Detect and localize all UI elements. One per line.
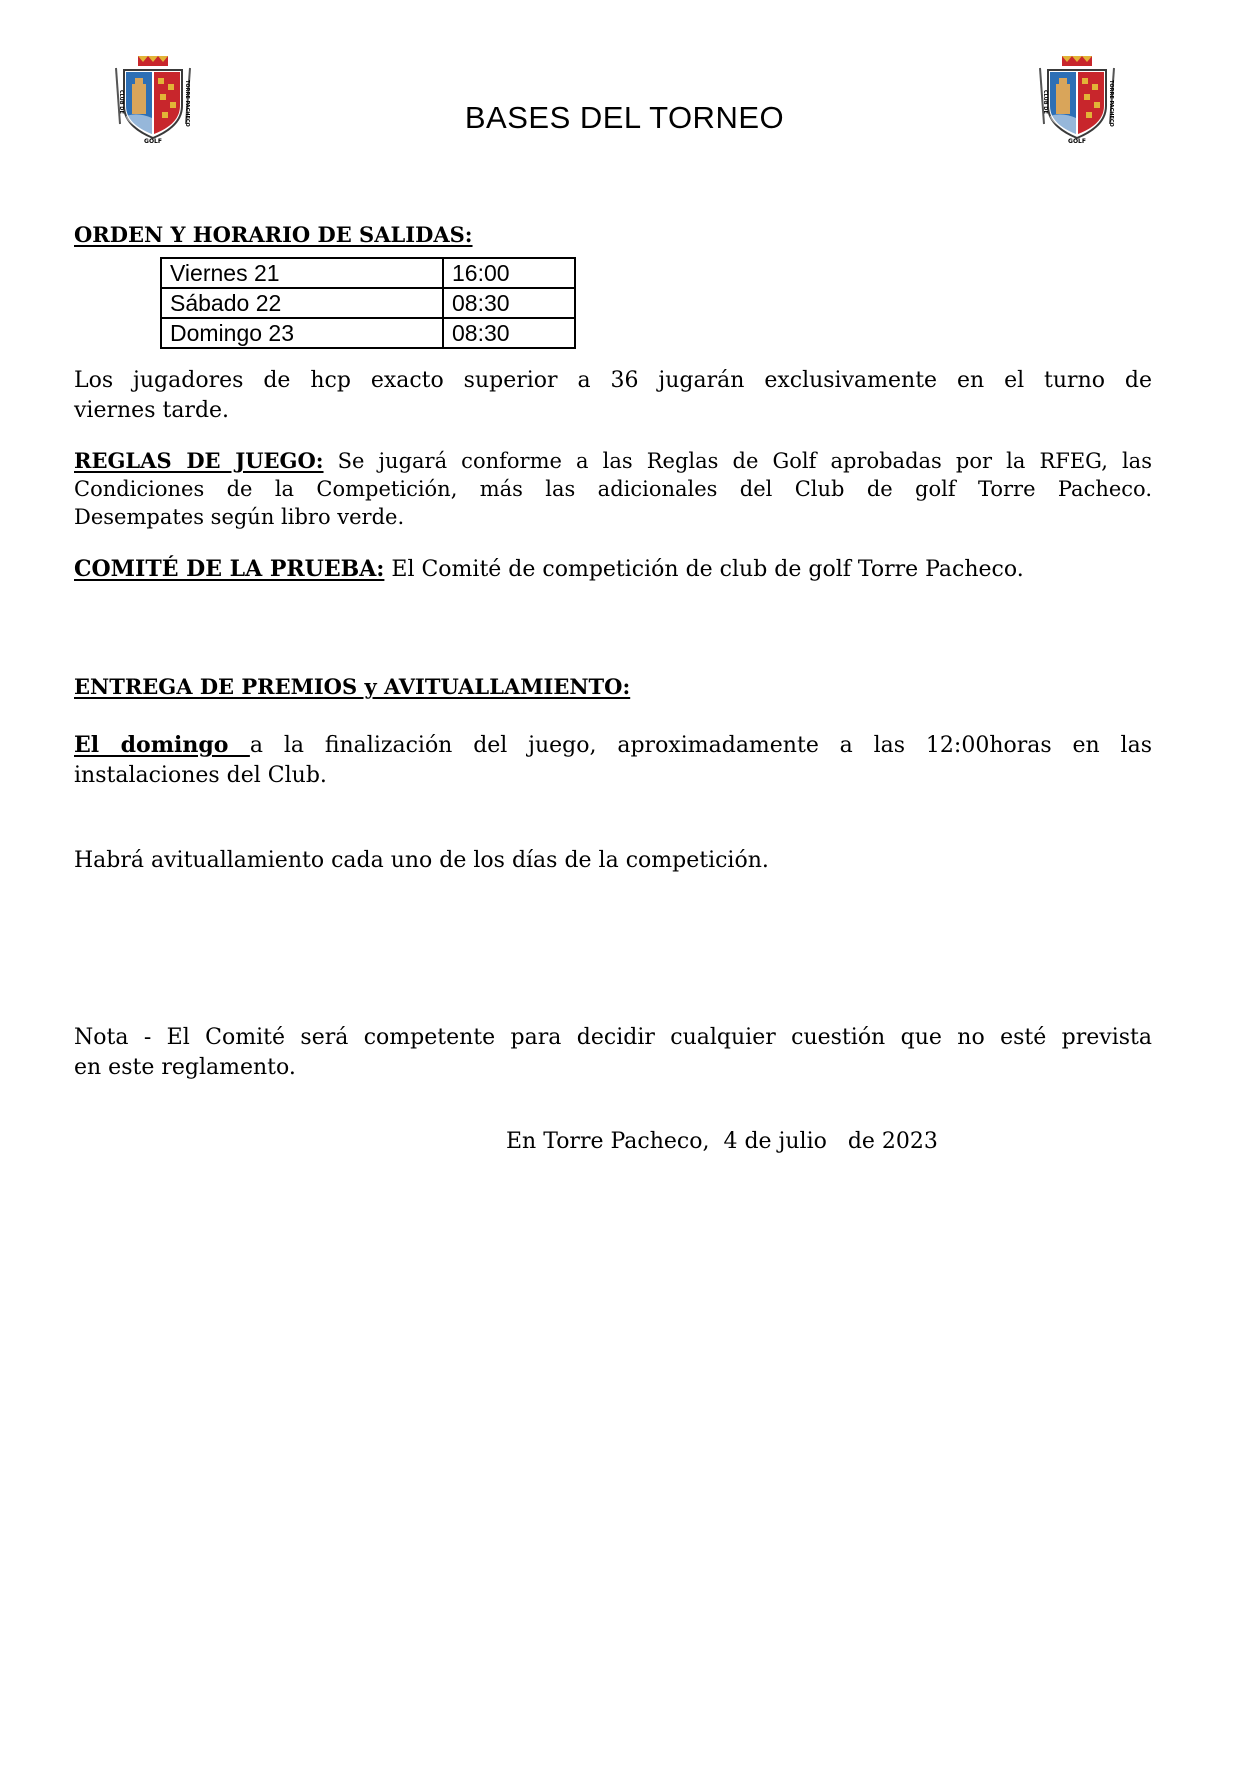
rules-label: REGLAS DE JUEGO: [74,448,324,473]
table-row [161,288,575,318]
crest-text-right: TORRE PACHECO [184,80,190,127]
schedule-table [160,257,576,349]
awards-label: El domingo [74,732,250,758]
awards-line: a la finalización del juego, aproximadamente a las 12:00horas en las [249,733,1152,758]
schedule-day: Viernes 21 [161,258,443,288]
hcp-paragraph [74,366,1152,426]
crest-text-right: TORRE PACHECO [1108,80,1114,127]
hcp-line: Los jugadores de hcp exacto superior a 36 jugarán exclusivamente en el turno de [74,368,1152,393]
rules-line: Condiciones de la Competición, más las adicionales del Club de golf Torre Pacheco. [74,477,1152,501]
rules-paragraph [74,447,1152,531]
catering-text: Habrá avituallamiento cada uno de los días de la competición. [74,848,769,873]
committee-paragraph [74,554,1152,585]
awards-paragraph [74,730,1152,791]
note-line: Nota - El Comité será competente para decidir cualquier cuestión que no esté prevista [74,1025,1152,1050]
schedule-day: Domingo 23 [161,318,443,348]
rules-line: Se jugará conforme a las Reglas de Golf aprobadas por la RFEG, las [323,449,1152,473]
schedule-time: 08:30 [443,318,575,348]
table-row [161,318,575,348]
schedule-day: Sábado 22 [161,288,443,318]
committee-text: El Comité de competición de club de golf Torre Pacheco. [384,557,1024,582]
crest-text-bottom: GOLF [1068,138,1086,144]
club-crest-right [1032,54,1122,144]
table-row [161,258,575,288]
hcp-line: viernes tarde. [74,398,230,423]
note-paragraph [74,1023,1152,1083]
crest-icon [1032,54,1122,144]
page-title: BASES DEL TORNEO [464,100,785,135]
schedule-time: 08:30 [443,288,575,318]
rules-line: Desempates según libro verde. [74,505,405,529]
committee-label: COMITÉ DE LA PRUEBA: [74,556,385,582]
crest-text-left: CLUB DE [1042,90,1048,114]
crest-text-bottom: GOLF [144,138,162,144]
crest-text-left: CLUB DE [118,90,124,114]
catering-paragraph [74,846,1152,876]
note-line: en este reglamento. [74,1055,296,1080]
signoff: En Torre Pacheco, 4 de julio de 2023 [506,1129,938,1154]
awards-heading: ENTREGA DE PREMIOS y AVITUALLAMIENTO: [74,674,631,699]
schedule-time: 16:00 [443,258,575,288]
schedule-heading: ORDEN Y HORARIO DE SALIDAS: [74,222,473,247]
awards-line: instalaciones del Club. [74,763,327,788]
